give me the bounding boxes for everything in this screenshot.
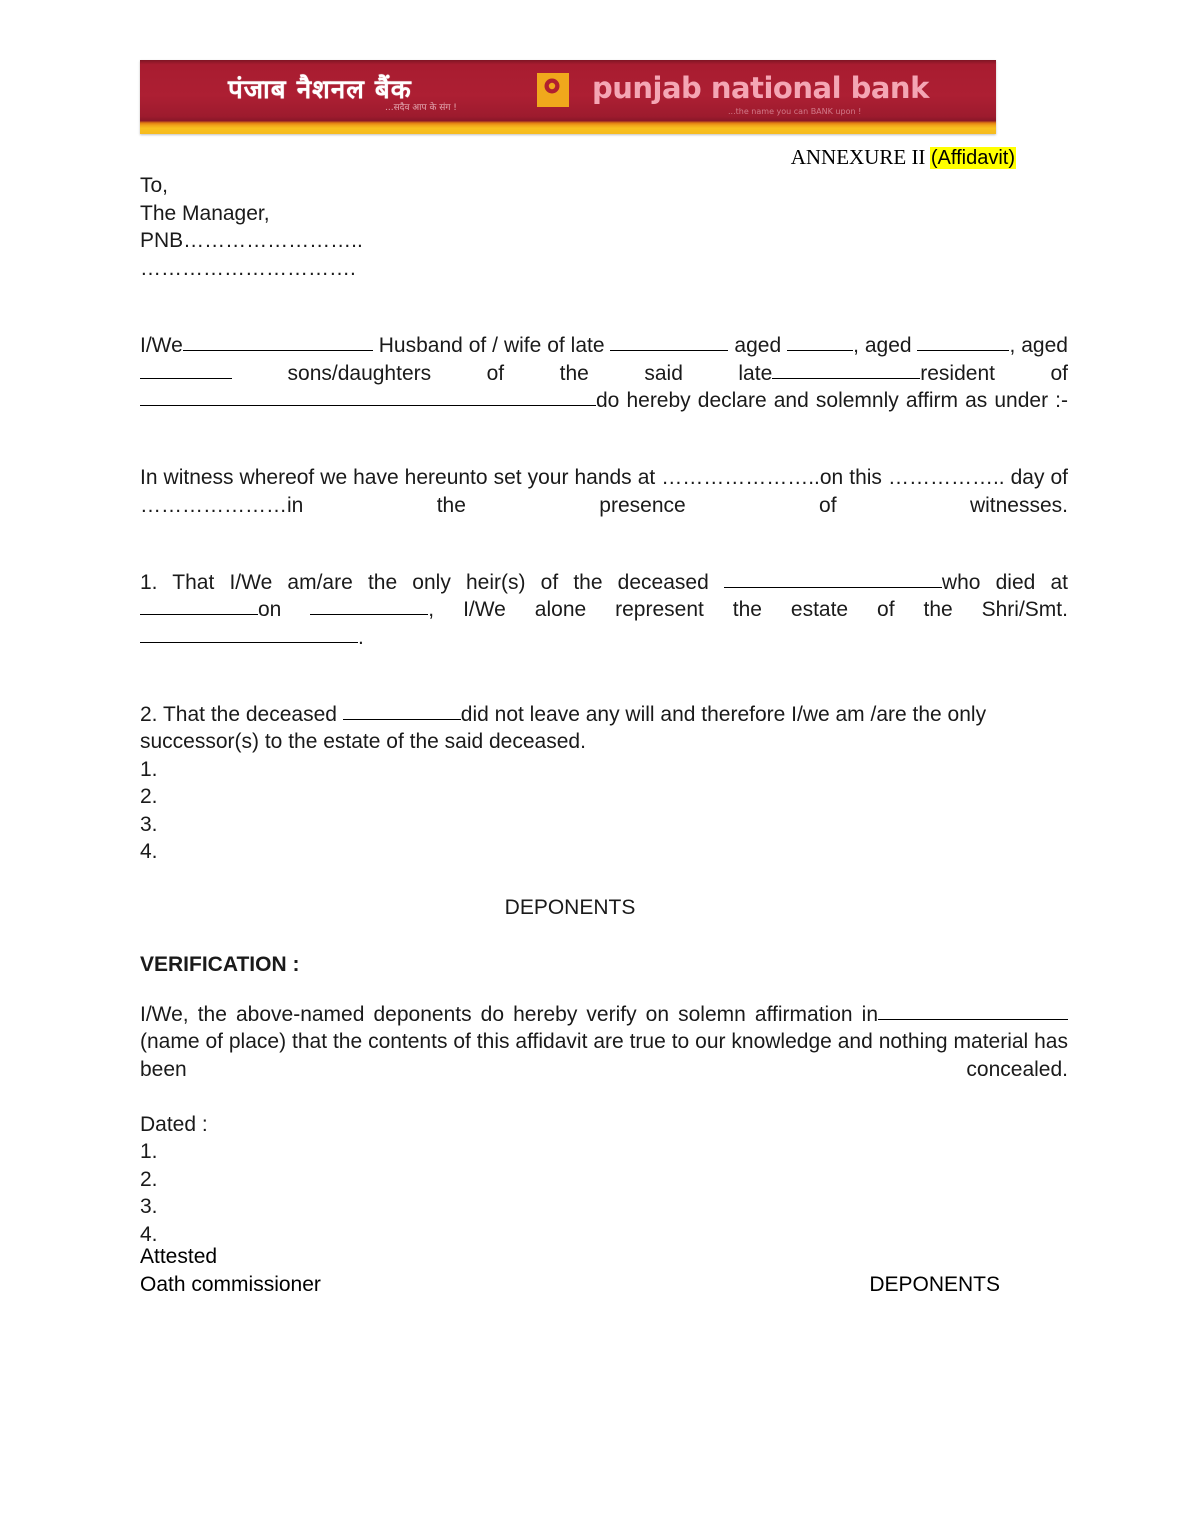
- address-line-pnb: PNB……………………..: [140, 229, 363, 252]
- deponents-label-1: DEPONENTS: [504, 895, 636, 919]
- blank-age-field-2[interactable]: [917, 333, 1009, 351]
- declaration-t8: do hereby declare and solemnly affirm as under :-: [596, 389, 1068, 412]
- list-item: 1.: [140, 1140, 158, 1163]
- oath-commissioner-label: Oath commissioner: [140, 1272, 321, 1296]
- declaration-t7: resident of: [920, 361, 1068, 385]
- blank-name-field[interactable]: [183, 333, 373, 351]
- declaration-t3: aged: [734, 334, 782, 357]
- address-line-blank: ………………………….: [140, 256, 356, 280]
- clause1-t5: Shri/Smt.: [981, 598, 1068, 621]
- list-item: 4.: [140, 1222, 158, 1246]
- blank-death-place-field[interactable]: [140, 597, 258, 615]
- list-item: 1.: [140, 757, 158, 781]
- blank-age-field-1[interactable]: [787, 333, 853, 351]
- verification-paragraph: [140, 1001, 1068, 1111]
- clause-1-paragraph: [140, 569, 1068, 679]
- declaration-t4: , aged: [853, 334, 912, 357]
- deponents-label-2: DEPONENTS: [869, 1272, 1000, 1296]
- blank-place-name-field[interactable]: [878, 1002, 1068, 1020]
- list-item: 4.: [140, 840, 158, 863]
- clause1-t3: on: [258, 598, 282, 621]
- clause1-t2: who died at: [941, 570, 1068, 594]
- clause1-t6: .: [358, 625, 364, 649]
- blank-age-field-3[interactable]: [140, 361, 232, 379]
- address-line-to: To,: [140, 174, 169, 197]
- address-block: [140, 172, 1068, 282]
- clause-2-paragraph: [140, 701, 1068, 756]
- attested-label: Attested: [140, 1245, 218, 1268]
- clause2-t2: did not leave any will and therefore I/we am /are the only successor(s) to the estate of the said deceased.: [140, 702, 987, 753]
- blank-death-date-field[interactable]: [310, 597, 428, 615]
- logo-english-tagline: ...the name you can BANK upon !: [728, 107, 862, 116]
- annexure-heading: [140, 145, 1016, 170]
- signature-list-2: [140, 1138, 1068, 1248]
- witness-paragraph: In witness whereof we have hereunto set your hands at …………………..on this …………….. day of …………………in the presence of witnesses.: [140, 466, 1068, 517]
- document-footer: [140, 1243, 1068, 1298]
- declaration-paragraph: [140, 332, 1068, 442]
- blank-shri-smt-field[interactable]: [140, 625, 358, 643]
- dated-label: Dated :: [140, 1112, 208, 1136]
- blank-deceased-will-field[interactable]: [343, 702, 461, 720]
- verification-t1: I/We, the above-named deponents do hereby verify on solemn affirmation in: [140, 1002, 878, 1026]
- blank-deceased-name-field[interactable]: [724, 570, 942, 588]
- signature-list-1: [140, 756, 1068, 866]
- verification-heading: VERIFICATION :: [140, 953, 300, 976]
- list-item: 2.: [140, 1167, 158, 1191]
- logo-hindi-tagline: ...सदैव आप के संग !: [385, 103, 457, 113]
- logo-hindi-text: पंजाब नैशनल बैंक: [228, 75, 412, 105]
- footer-signature-row: [140, 1271, 1068, 1299]
- declaration-t5: , aged: [1009, 334, 1068, 357]
- blank-residence-field[interactable]: [140, 388, 596, 406]
- pnb-monogram-icon: [535, 71, 575, 109]
- blank-late-name-field[interactable]: [610, 333, 728, 351]
- declaration-t6: sons/daughters of the said late: [287, 361, 773, 385]
- clause1-t4: , I/We alone represent the estate of the: [428, 598, 953, 621]
- verification-t2: (name of place) that the contents of this affidavit are true to our knowledge and nothing material has been concealed.: [140, 1030, 1068, 1081]
- list-item: 3.: [140, 812, 158, 836]
- document-body: [140, 172, 1068, 1248]
- pnb-bank-logo-banner: [140, 60, 996, 134]
- address-line-manager: The Manager,: [140, 201, 270, 225]
- clause2-t1: 2. That the deceased: [140, 702, 337, 726]
- annexure-highlight-badge: (Affidavit): [930, 147, 1015, 169]
- blank-said-late-field[interactable]: [772, 361, 920, 379]
- declaration-t2: Husband of / wife of late: [378, 334, 605, 357]
- annexure-label: ANNEXURE II: [790, 145, 926, 169]
- list-item: 3.: [140, 1195, 158, 1218]
- declaration-t1: I/We: [140, 334, 183, 357]
- logo-english-text: punjab national bank: [592, 71, 929, 105]
- clause1-t1: 1. That I/We am/are the only heir(s) of the deceased: [140, 570, 709, 594]
- banner-inner: [140, 60, 996, 134]
- list-item: 2.: [140, 785, 158, 808]
